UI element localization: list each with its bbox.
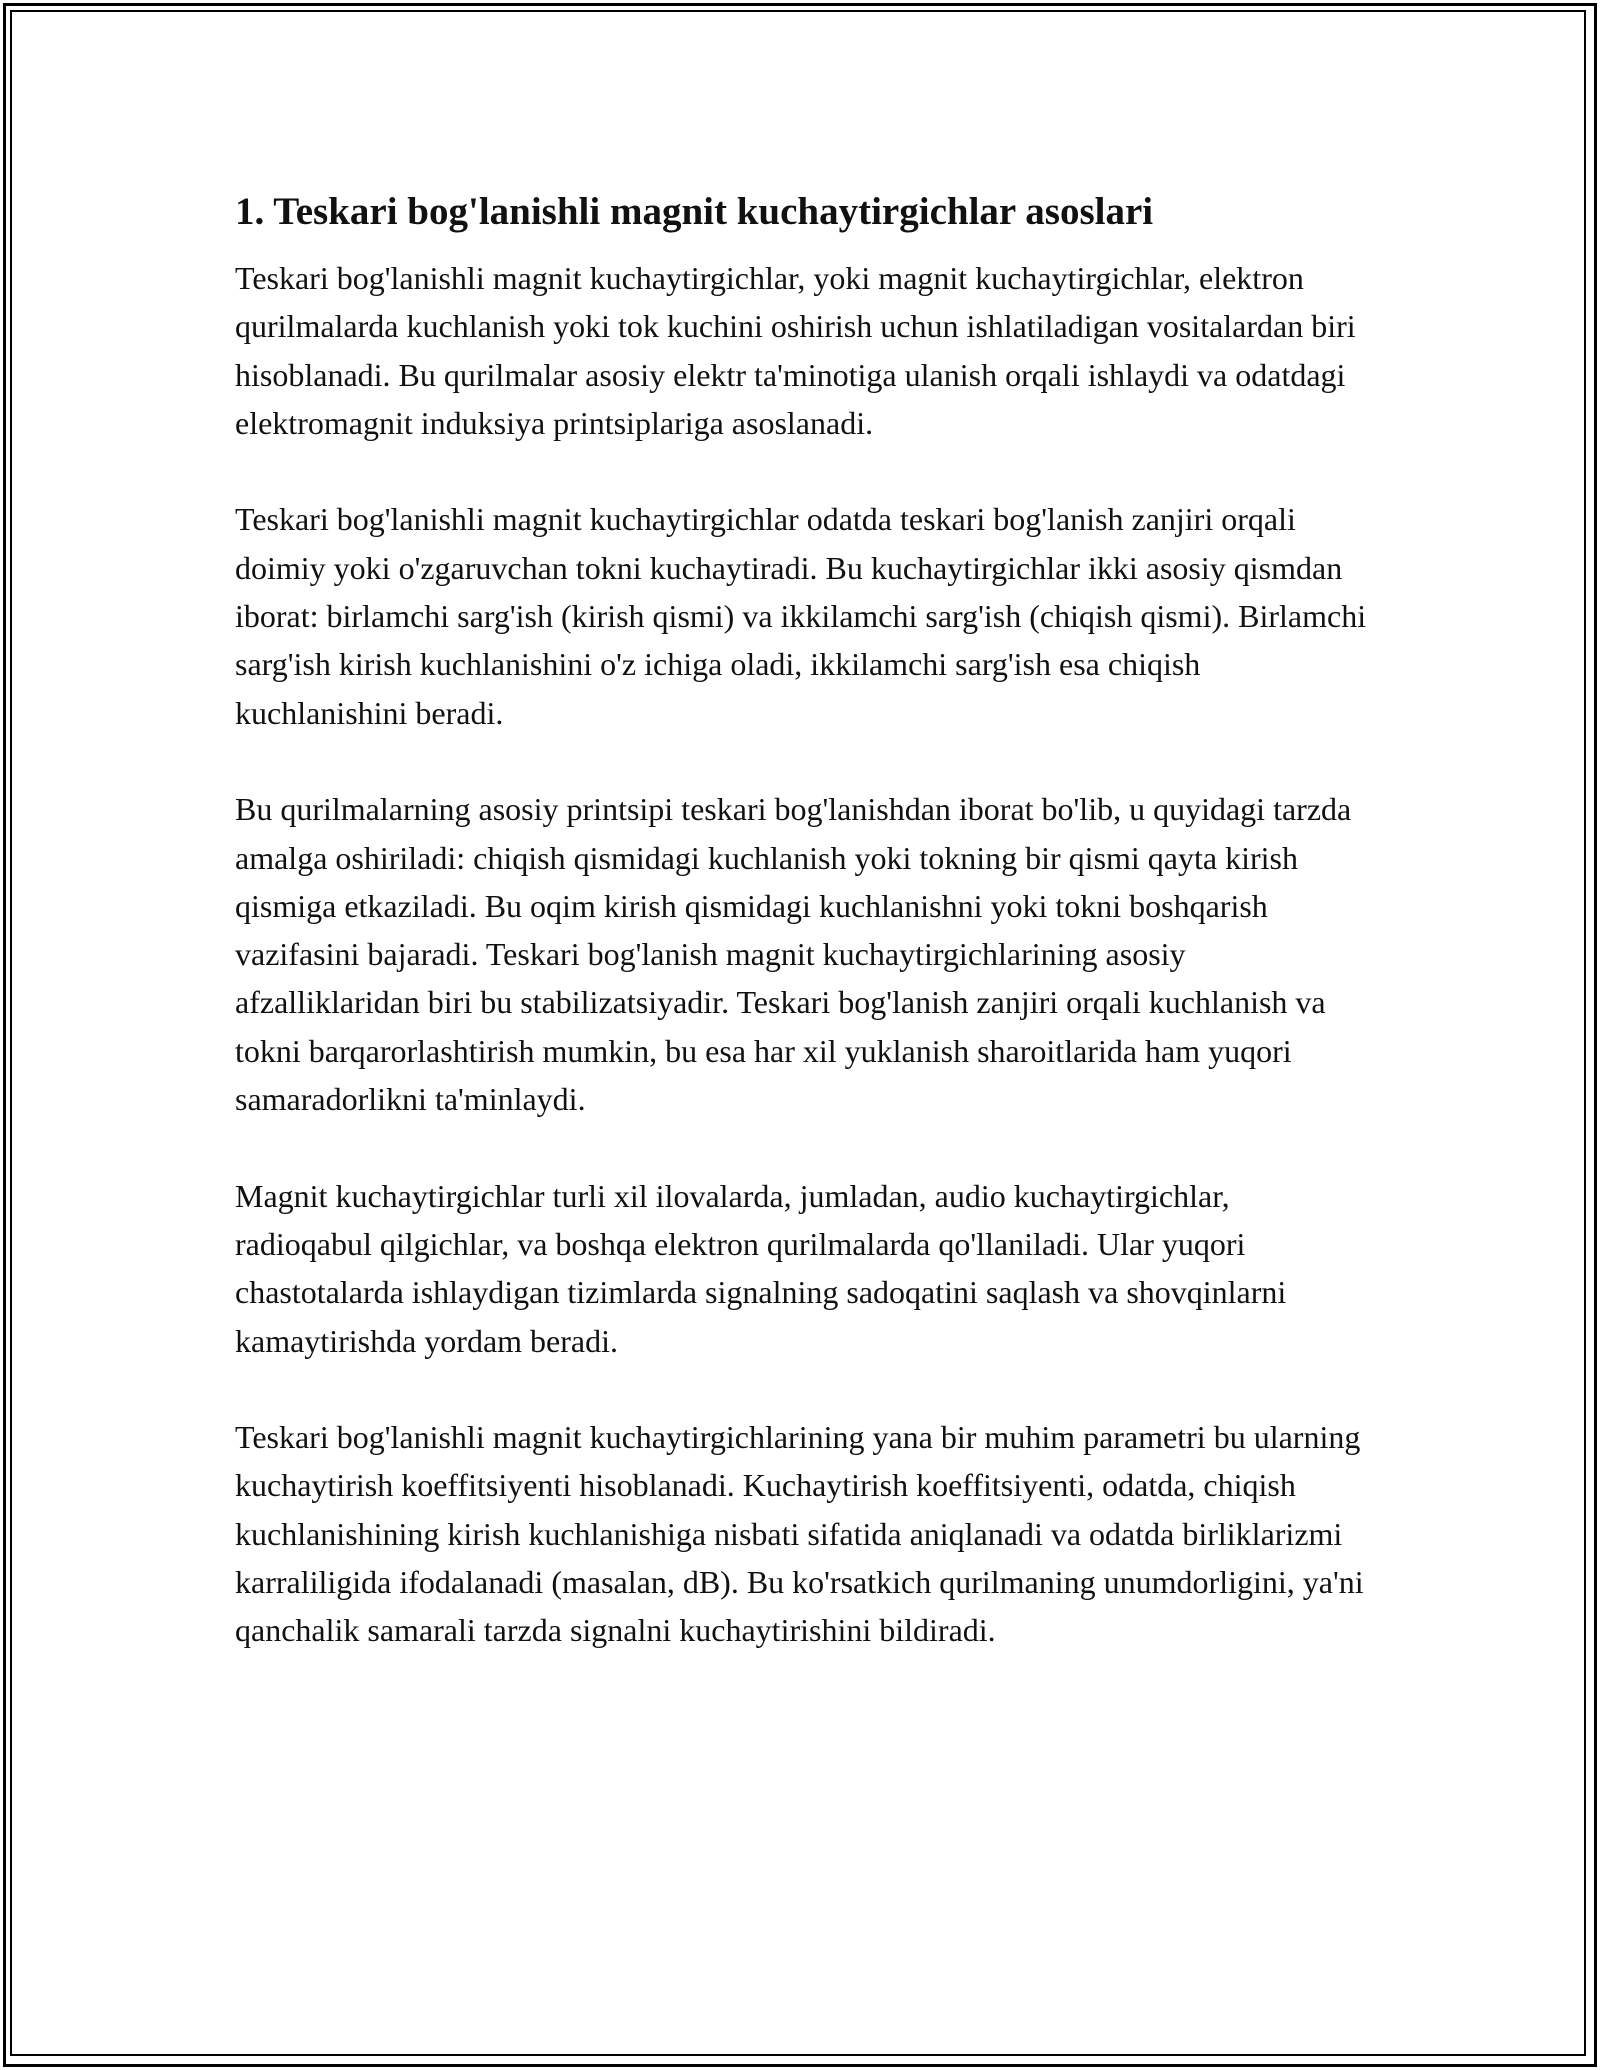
paragraph-principle: Bu qurilmalarning asosiy printsipi teskari bog'lanishdan iborat bo'lib, u quyidagi tarzda amalga oshiriladi: chiqish qismidagi kuchlanish yoki tokning bir qismi qayta kirish qismiga etkaziladi. Bu oqim kirish qismidagi kuchlanishni yoki tokni boshqarish vazifasini bajaradi. Teskari bog'lanish magnit kuchaytirgichlarining asosiy afzalliklaridan biri bu stabilizatsiyadir. Teskari bog'lanish zanjiri orqali kuchlanish va tokni barqarorlashtirish mumkin, bu esa har xil yuklanish sharoitlarida ham yuqori samaradorlikni ta'minlaydi. xyxy=(235,791,1352,1118)
paragraph-applications: Magnit kuchaytirgichlar turli xil ilovalarda, jumladan, audio kuchaytirgichlar, radioqabul qilgichlar, va boshqa elektron qurilmalarda qo'llaniladi. Ular yuqori chastotalarda ishlaydigan tizimlarda signalning sadoqatini saqlash va shovqinlarni kamaytirishda yordam beradi. xyxy=(235,1177,1287,1359)
paragraph-intro: Teskari bog'lanishli magnit kuchaytirgichlar, yoki magnit kuchaytirgichlar, elektron qurilmalarda kuchlanish yoki tok kuchini oshirish uchun ishlatiladigan vositalardan biri hisoblanadi. Bu qurilmalar asosiy elektr ta'minotiga ulanish orqali ishlaydi va odatdagi elektromagnit induksiya printsiplariga asoslanadi. xyxy=(235,260,1356,441)
section-heading: 1. Teskari bog'lanishli magnit kuchaytirgichlar asoslari xyxy=(235,190,1154,233)
paragraph-structure: Teskari bog'lanishli magnit kuchaytirgichlar odatda teskari bog'lanish zanjiri orqali doimiy yoki o'zgaruvchan tokni kuchaytiradi. Bu kuchaytirgichlar ikki asosiy qismdan iborat: birlamchi sarg'ish (kirish qismi) va ikkilamchi sarg'ish (chiqish qismi). Birlamchi sarg'ish kirish kuchlanishini o'z ichiga oladi, ikkilamchi sarg'ish esa chiqish kuchlanishini beradi. xyxy=(235,501,1367,731)
document-body xyxy=(235,186,1370,1655)
paragraph-gain: Teskari bog'lanishli magnit kuchaytirgichlarining yana bir muhim parametri bu ularning kuchaytirish koeffitsiyenti hisoblanadi. Kuchaytirish koeffitsiyenti, odatda, chiqish kuchlanishining kirish kuchlanishiga nisbati sifatida aniqlanadi va odatda birliklarizmi karraliligida ifodalanadi (masalan, dB). Bu ko'rsatkich qurilmaning unumdorligini, ya'ni qanchalik samarali tarzda signalni kuchaytirishini bildiradi. xyxy=(235,1419,1364,1649)
